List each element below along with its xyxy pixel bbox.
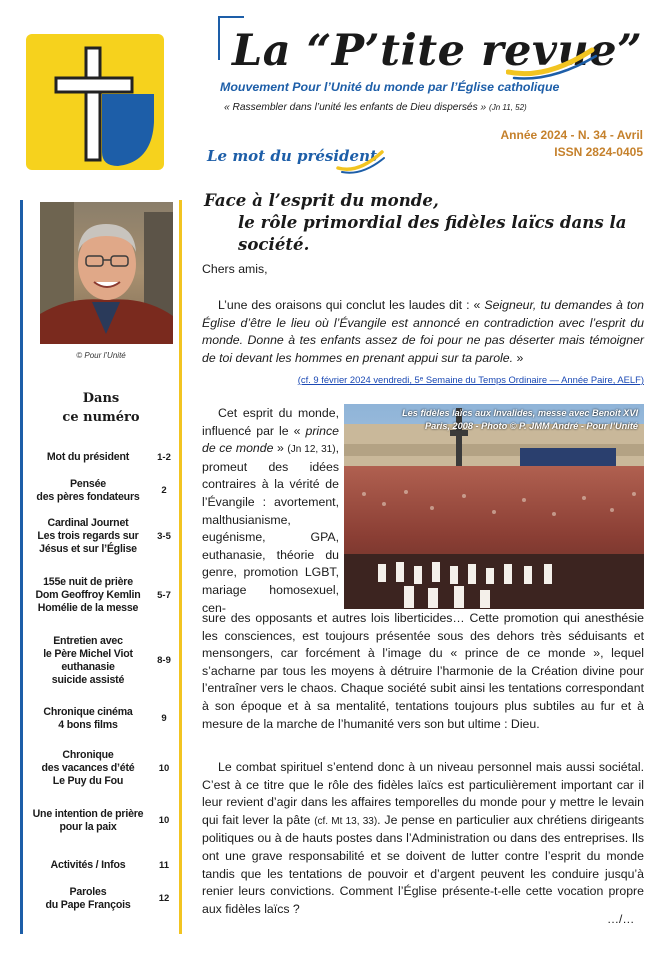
toc-item-label: Chronique cinéma 4 bons films	[43, 706, 133, 731]
headline-line2: le rôle primordial des fidèles laïcs dans la société.	[238, 212, 627, 254]
p2-b: »	[273, 441, 288, 456]
headline-line1: Face à l’esprit du monde,	[204, 190, 439, 210]
toc-item-page: 12	[158, 893, 170, 904]
greeting: Chers amis,	[202, 262, 268, 276]
continued-marker: …/…	[607, 912, 635, 926]
toc-item-page: 8-9	[157, 655, 171, 666]
toc-item-label: Cardinal Journet Les trois regards sur Jésus et sur l’Église	[37, 517, 139, 555]
section-swoosh-icon	[336, 150, 386, 174]
toc-item-page: 1-2	[157, 452, 171, 463]
p1-start: L’une des oraisons qui conclut les laudes dit : «	[218, 298, 485, 312]
magazine-title: La “P’tite revue”	[232, 26, 643, 76]
article-headline	[204, 189, 669, 255]
motto-text: « Rassembler dans l’unité les enfants de Dieu dispersés »	[224, 102, 487, 113]
toc-item-page: 10	[158, 815, 170, 826]
magazine-subtitle: Mouvement Pour l’Unité du monde par l’Église catholique	[220, 80, 560, 94]
photo-caption-line2: Paris, 2008 - Photo © P. JMM André - Pour l’Unité	[424, 421, 638, 431]
portrait-caption: © Pour l’Unité	[76, 351, 126, 360]
toc-heading-line2: ce numéro	[62, 410, 140, 425]
photo-caption	[346, 407, 638, 433]
p3-reference: (cf. Mt 13, 33)	[314, 815, 378, 827]
sidebar	[20, 200, 182, 934]
toc-item-label: Entretien avec le Père Michel Viot euthanasie suicide assisté	[43, 635, 133, 686]
paragraph-3	[202, 759, 644, 918]
p2-c: , promeut des idées contraires à la vérité de l’Évangile : avortement, malthusianisme, eugénisme, GPA, euthanasie, théorie du genre, promotion LGBT, mariage homosexuel, cen-	[202, 441, 339, 615]
p1-end: »	[513, 350, 524, 365]
crowd-photo	[344, 404, 644, 609]
paragraph-2-rest: sure des opposants et autres lois liberticides… Cette promotion qui anesthésie les consciences, est toujours présentée sous des dehors très séduisants et mensongers, car forcément à l’image du « prince de ce monde », lequel s’acharne par tous les moyens à détruire l’harmonie de la Création divine pour l’entraîner vers le chaos. Chaque société subit ainsi les tentations correspondant à son époque et à sa mentalité, tentations toujours plus subtiles au fur et à mesure de la marche de l’humanité vers son but ultime : Dieu.	[202, 611, 644, 731]
toc-item-page: 5-7	[157, 590, 171, 601]
p1-italic-quote: Seigneur, tu demandes à ton Église d’être le lieu où l’Évangile est annoncé en contradiction avec l’esprit du monde. Donne à tes enfants assez de foi pour ne pas déserter mais témoigner de toi devant les hommes en prenant appui sur ta parole.	[202, 298, 645, 365]
p2-reference: (Jn 12, 31)	[287, 444, 336, 456]
cross-logo-icon	[26, 34, 164, 170]
toc-item-label: Mot du président	[46, 451, 130, 463]
toc-heading-line1: Dans	[82, 391, 120, 406]
toc-item-page: 2	[161, 485, 167, 496]
issn-number: ISSN 2824-0405	[554, 145, 643, 159]
section-title: Le mot du président	[207, 147, 377, 165]
p2-italic: prince de ce monde	[202, 423, 339, 456]
president-portrait	[40, 202, 173, 344]
issue-number: Année 2024 - N. 34 - Avril	[500, 128, 643, 142]
citation-link[interactable]: (cf. 9 février 2024 vendredi, 5ᵉ Semaine du Temps Ordinaire — Année Paire, AELF)	[297, 374, 644, 385]
toc-item-page: 3-5	[157, 531, 171, 542]
toc-item-label: Pensée des pères fondateurs	[36, 478, 140, 503]
photo-caption-line1: Les fidèles laïcs aux Invalides, messe avec Benoît XVI	[402, 408, 638, 418]
toc-heading	[23, 389, 179, 427]
p2-a: Cet esprit du monde, influencé par le «	[202, 406, 339, 438]
motto-reference: (Jn 11, 52)	[489, 103, 527, 112]
toc-item-page: 10	[158, 763, 170, 774]
toc-item-label: Activités / Infos	[50, 859, 126, 871]
motto-quote	[224, 102, 527, 113]
p3-a: Le combat spirituel s’entend donc à un niveau personnel mais aussi sociétal. C’est à ce titre que le rôle des fidèles laïcs est particulièrement important car il leur revient d’agir dans les affaires temporelles du monde pour y mettre le levain qui fait lever la pâte	[202, 760, 644, 827]
title-swoosh-icon	[506, 46, 598, 80]
toc-item-label: 155e nuit de prière Dom Geoffroy Kemlin Homélie de la messe	[35, 576, 141, 614]
toc-item-label: Paroles du Pape François	[45, 886, 131, 911]
paragraph-2-start	[202, 405, 339, 617]
p3-b: . Je pense en particulier aux chrétiens dirigeants politiques ou à de hauts postes dans l’Administration ou dans des entreprises. Ils ont une grave responsabilité et se doivent de lutter contre l’esprit du monde tandis que les tentations de pouvoir et d’argent peuvent les conduire jusqu’à renier leurs convictions. Comment l’Église présente-t-elle cette vocation propre aux fidèles laïcs ?	[202, 812, 644, 916]
toc-item-page: 9	[161, 713, 167, 724]
toc-item-label: Chronique des vacances d’été Le Puy du Fou	[41, 749, 135, 787]
toc-item-label: Une intention de prière pour la paix	[32, 808, 144, 833]
toc-item-page: 11	[158, 860, 170, 871]
paragraph-1	[202, 297, 644, 367]
